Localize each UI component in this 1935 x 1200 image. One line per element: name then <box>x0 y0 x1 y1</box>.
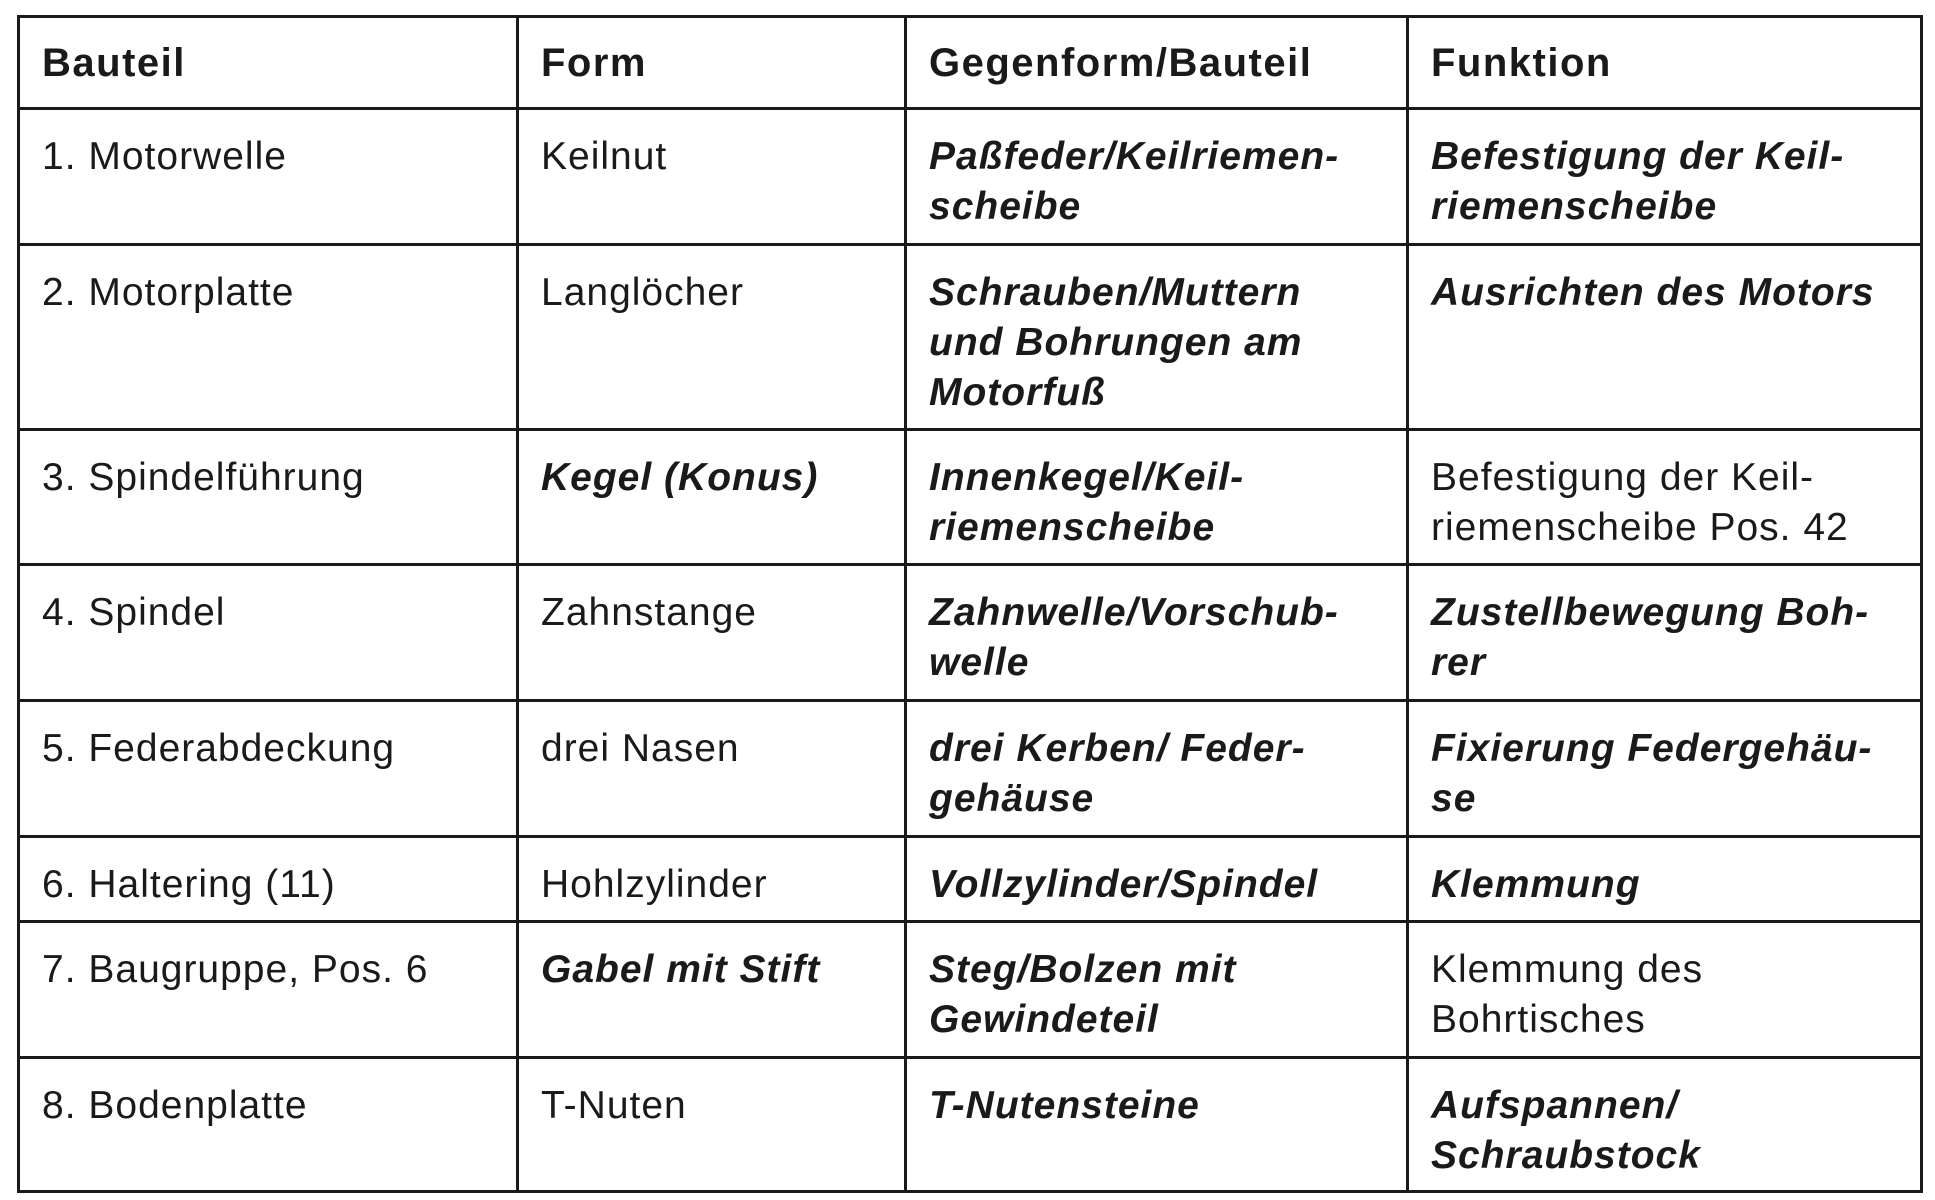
cell-form: Langlöcher <box>518 245 906 430</box>
cell-funktion: Klemmung <box>1408 837 1922 922</box>
cell-form: Gabel mit Stift <box>518 922 906 1058</box>
cell-funktion: Befestigung der Keil- riemenscheibe <box>1408 109 1922 245</box>
cell-bauteil: 6. Haltering (11) <box>19 837 518 922</box>
cell-bauteil: 2. Motorplatte <box>19 245 518 430</box>
cell-gegenform: drei Kerben/ Feder- gehäuse <box>906 701 1408 837</box>
cell-bauteil: 5. Federabdeckung <box>19 701 518 837</box>
header-form: Form <box>518 17 906 109</box>
table-row <box>19 245 1922 430</box>
header-bauteil: Bauteil <box>19 17 518 109</box>
cell-form: Keilnut <box>518 109 906 245</box>
cell-funktion: Befestigung der Keil- riemenscheibe Pos. 42 <box>1408 430 1922 565</box>
table-row <box>19 109 1922 245</box>
cell-gegenform: Vollzylinder/Spindel <box>906 837 1408 922</box>
cell-gegenform: T-Nutensteine <box>906 1058 1408 1192</box>
cell-gegenform: Innenkegel/Keil- riemenscheibe <box>906 430 1408 565</box>
cell-bauteil: 3. Spindelführung <box>19 430 518 565</box>
cell-bauteil: 7. Baugruppe, Pos. 6 <box>19 922 518 1058</box>
table-row <box>19 430 1922 565</box>
table-header-row <box>19 17 1922 109</box>
cell-form: Hohlzylinder <box>518 837 906 922</box>
cell-gegenform: Zahnwelle/Vorschub- welle <box>906 565 1408 701</box>
cell-gegenform: Paßfeder/Keilriemen- scheibe <box>906 109 1408 245</box>
table-row <box>19 565 1922 701</box>
cell-form: Zahnstange <box>518 565 906 701</box>
table-row <box>19 922 1922 1058</box>
table-row <box>19 701 1922 837</box>
cell-gegenform: Steg/Bolzen mit Gewindeteil <box>906 922 1408 1058</box>
cell-funktion: Aufspannen/ Schraubstock <box>1408 1058 1922 1192</box>
cell-form: Kegel (Konus) <box>518 430 906 565</box>
cell-funktion: Zustellbewegung Boh- rer <box>1408 565 1922 701</box>
cell-bauteil: 4. Spindel <box>19 565 518 701</box>
cell-bauteil: 1. Motorwelle <box>19 109 518 245</box>
cell-funktion: Ausrichten des Motors <box>1408 245 1922 430</box>
table-row <box>19 1058 1922 1192</box>
parts-table <box>17 15 1923 1193</box>
header-funktion: Funktion <box>1408 17 1922 109</box>
cell-funktion: Fixierung Federgehäu- se <box>1408 701 1922 837</box>
table-row <box>19 837 1922 922</box>
cell-form: drei Nasen <box>518 701 906 837</box>
cell-bauteil: 8. Bodenplatte <box>19 1058 518 1192</box>
cell-form: T-Nuten <box>518 1058 906 1192</box>
cell-gegenform: Schrauben/Muttern und Bohrungen am Motorfuß <box>906 245 1408 430</box>
cell-funktion: Klemmung des Bohrtisches <box>1408 922 1922 1058</box>
header-gegenform: Gegenform/Bauteil <box>906 17 1408 109</box>
